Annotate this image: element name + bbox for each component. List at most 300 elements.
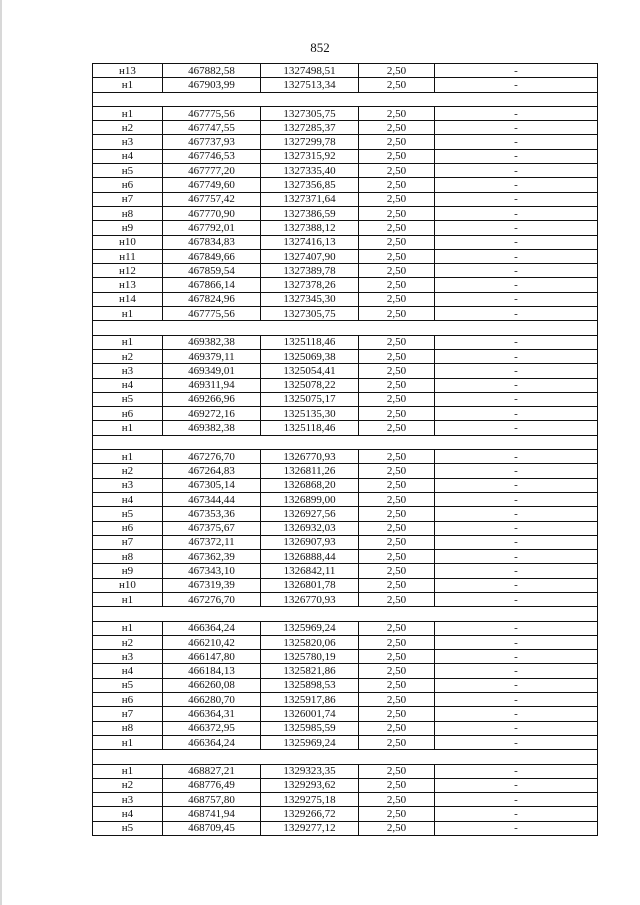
x-coordinate-cell: 467319,39: [163, 578, 261, 592]
accuracy-cell: 2,50: [359, 178, 435, 192]
point-name-cell: н3: [93, 650, 163, 664]
description-cell: -: [435, 135, 598, 149]
group-separator-row: [93, 750, 598, 764]
y-coordinate-cell: 1325078,22: [261, 378, 359, 392]
x-coordinate-cell: 466147,80: [163, 650, 261, 664]
table-row: [93, 635, 598, 649]
y-coordinate-cell: 1325820,06: [261, 635, 359, 649]
group-separator-cell: [93, 321, 598, 335]
y-coordinate-cell: 1325054,41: [261, 364, 359, 378]
x-coordinate-cell: 467903,99: [163, 78, 261, 92]
table-row: [93, 364, 598, 378]
table-row: [93, 664, 598, 678]
y-coordinate-cell: 1326811,26: [261, 464, 359, 478]
table-row: [93, 235, 598, 249]
table-row: [93, 135, 598, 149]
table-row: [93, 807, 598, 821]
description-cell: -: [435, 821, 598, 835]
x-coordinate-cell: 467375,67: [163, 521, 261, 535]
table-row: [93, 778, 598, 792]
accuracy-cell: 2,50: [359, 578, 435, 592]
group-separator-row: [93, 321, 598, 335]
accuracy-cell: 2,50: [359, 664, 435, 678]
point-name-cell: н4: [93, 149, 163, 163]
point-name-cell: н4: [93, 807, 163, 821]
y-coordinate-cell: 1327389,78: [261, 264, 359, 278]
x-coordinate-cell: 469379,11: [163, 349, 261, 363]
y-coordinate-cell: 1325075,17: [261, 392, 359, 406]
table-row: [93, 421, 598, 435]
y-coordinate-cell: 1325985,59: [261, 721, 359, 735]
table-row: [93, 206, 598, 220]
point-name-cell: н13: [93, 64, 163, 78]
point-name-cell: н1: [93, 621, 163, 635]
accuracy-cell: 2,50: [359, 349, 435, 363]
point-name-cell: н3: [93, 364, 163, 378]
point-name-cell: н8: [93, 721, 163, 735]
point-name-cell: н14: [93, 292, 163, 306]
x-coordinate-cell: 467343,10: [163, 564, 261, 578]
y-coordinate-cell: 1325069,38: [261, 349, 359, 363]
y-coordinate-cell: 1329275,18: [261, 793, 359, 807]
point-name-cell: н7: [93, 192, 163, 206]
table-row: [93, 707, 598, 721]
table-row: [93, 492, 598, 506]
point-name-cell: н2: [93, 349, 163, 363]
point-name-cell: н3: [93, 478, 163, 492]
x-coordinate-cell: 467859,54: [163, 264, 261, 278]
point-name-cell: н1: [93, 106, 163, 120]
point-name-cell: н10: [93, 235, 163, 249]
table-row: [93, 678, 598, 692]
accuracy-cell: 2,50: [359, 364, 435, 378]
x-coordinate-cell: 467757,42: [163, 192, 261, 206]
accuracy-cell: 2,50: [359, 535, 435, 549]
description-cell: -: [435, 735, 598, 749]
description-cell: -: [435, 349, 598, 363]
description-cell: -: [435, 564, 598, 578]
description-cell: -: [435, 106, 598, 120]
table-row: [93, 450, 598, 464]
x-coordinate-cell: 467749,60: [163, 178, 261, 192]
table-row: [93, 335, 598, 349]
y-coordinate-cell: 1327305,75: [261, 307, 359, 321]
y-coordinate-cell: 1327305,75: [261, 106, 359, 120]
x-coordinate-cell: 467777,20: [163, 164, 261, 178]
description-cell: -: [435, 664, 598, 678]
accuracy-cell: 2,50: [359, 492, 435, 506]
description-cell: -: [435, 78, 598, 92]
table-row: [93, 464, 598, 478]
coordinates-table-body: [93, 64, 598, 836]
table-row: [93, 378, 598, 392]
point-name-cell: н5: [93, 821, 163, 835]
point-name-cell: н7: [93, 535, 163, 549]
table-row: [93, 221, 598, 235]
description-cell: -: [435, 721, 598, 735]
accuracy-cell: 2,50: [359, 335, 435, 349]
accuracy-cell: 2,50: [359, 378, 435, 392]
point-name-cell: н1: [93, 450, 163, 464]
description-cell: -: [435, 378, 598, 392]
table-row: [93, 292, 598, 306]
y-coordinate-cell: 1325969,24: [261, 621, 359, 635]
accuracy-cell: 2,50: [359, 678, 435, 692]
table-row: [93, 535, 598, 549]
table-row: [93, 407, 598, 421]
y-coordinate-cell: 1325969,24: [261, 735, 359, 749]
point-name-cell: н6: [93, 693, 163, 707]
point-name-cell: н12: [93, 264, 163, 278]
point-name-cell: н5: [93, 164, 163, 178]
description-cell: -: [435, 707, 598, 721]
description-cell: -: [435, 392, 598, 406]
point-name-cell: н13: [93, 278, 163, 292]
accuracy-cell: 2,50: [359, 778, 435, 792]
y-coordinate-cell: 1326888,44: [261, 550, 359, 564]
y-coordinate-cell: 1327345,30: [261, 292, 359, 306]
description-cell: -: [435, 121, 598, 135]
description-cell: -: [435, 678, 598, 692]
table-row: [93, 264, 598, 278]
description-cell: -: [435, 249, 598, 263]
accuracy-cell: 2,50: [359, 721, 435, 735]
description-cell: -: [435, 650, 598, 664]
x-coordinate-cell: 467276,70: [163, 592, 261, 606]
accuracy-cell: 2,50: [359, 650, 435, 664]
point-name-cell: н4: [93, 664, 163, 678]
y-coordinate-cell: 1325780,19: [261, 650, 359, 664]
y-coordinate-cell: 1329277,12: [261, 821, 359, 835]
x-coordinate-cell: 467834,83: [163, 235, 261, 249]
accuracy-cell: 2,50: [359, 278, 435, 292]
x-coordinate-cell: 467362,39: [163, 550, 261, 564]
accuracy-cell: 2,50: [359, 78, 435, 92]
table-row: [93, 121, 598, 135]
description-cell: -: [435, 264, 598, 278]
group-separator-row: [93, 92, 598, 106]
group-separator-cell: [93, 607, 598, 621]
x-coordinate-cell: 469272,16: [163, 407, 261, 421]
accuracy-cell: 2,50: [359, 764, 435, 778]
x-coordinate-cell: 468757,80: [163, 793, 261, 807]
table-row: [93, 693, 598, 707]
y-coordinate-cell: 1326927,56: [261, 507, 359, 521]
table-row: [93, 307, 598, 321]
description-cell: -: [435, 693, 598, 707]
point-name-cell: н4: [93, 378, 163, 392]
point-name-cell: н1: [93, 764, 163, 778]
x-coordinate-cell: 467746,53: [163, 149, 261, 163]
y-coordinate-cell: 1327416,13: [261, 235, 359, 249]
accuracy-cell: 2,50: [359, 307, 435, 321]
accuracy-cell: 2,50: [359, 192, 435, 206]
accuracy-cell: 2,50: [359, 592, 435, 606]
group-separator-cell: [93, 92, 598, 106]
y-coordinate-cell: 1327407,90: [261, 249, 359, 263]
point-name-cell: н8: [93, 550, 163, 564]
point-name-cell: н5: [93, 392, 163, 406]
point-name-cell: н8: [93, 206, 163, 220]
x-coordinate-cell: 467775,56: [163, 106, 261, 120]
y-coordinate-cell: 1327386,59: [261, 206, 359, 220]
y-coordinate-cell: 1327388,12: [261, 221, 359, 235]
table-row: [93, 78, 598, 92]
point-name-cell: н6: [93, 178, 163, 192]
table-row: [93, 793, 598, 807]
x-coordinate-cell: 468776,49: [163, 778, 261, 792]
table-row: [93, 578, 598, 592]
x-coordinate-cell: 467849,66: [163, 249, 261, 263]
x-coordinate-cell: 467305,14: [163, 478, 261, 492]
y-coordinate-cell: 1327315,92: [261, 149, 359, 163]
point-name-cell: н1: [93, 78, 163, 92]
table-row: [93, 521, 598, 535]
description-cell: -: [435, 778, 598, 792]
accuracy-cell: 2,50: [359, 693, 435, 707]
accuracy-cell: 2,50: [359, 450, 435, 464]
accuracy-cell: 2,50: [359, 164, 435, 178]
table-row: [93, 735, 598, 749]
x-coordinate-cell: 467882,58: [163, 64, 261, 78]
accuracy-cell: 2,50: [359, 635, 435, 649]
y-coordinate-cell: 1329266,72: [261, 807, 359, 821]
point-name-cell: н6: [93, 521, 163, 535]
description-cell: -: [435, 149, 598, 163]
table-row: [93, 106, 598, 120]
table-row: [93, 278, 598, 292]
x-coordinate-cell: 467824,96: [163, 292, 261, 306]
description-cell: -: [435, 206, 598, 220]
description-cell: -: [435, 621, 598, 635]
table-row: [93, 249, 598, 263]
point-name-cell: н7: [93, 707, 163, 721]
y-coordinate-cell: 1325917,86: [261, 693, 359, 707]
group-separator-cell: [93, 750, 598, 764]
description-cell: -: [435, 578, 598, 592]
x-coordinate-cell: 466260,08: [163, 678, 261, 692]
y-coordinate-cell: 1326842,11: [261, 564, 359, 578]
accuracy-cell: 2,50: [359, 106, 435, 120]
x-coordinate-cell: 467353,36: [163, 507, 261, 521]
x-coordinate-cell: 467276,70: [163, 450, 261, 464]
description-cell: -: [435, 307, 598, 321]
description-cell: -: [435, 635, 598, 649]
group-separator-row: [93, 435, 598, 449]
accuracy-cell: 2,50: [359, 821, 435, 835]
accuracy-cell: 2,50: [359, 235, 435, 249]
accuracy-cell: 2,50: [359, 121, 435, 135]
description-cell: -: [435, 807, 598, 821]
description-cell: -: [435, 278, 598, 292]
y-coordinate-cell: 1327498,51: [261, 64, 359, 78]
y-coordinate-cell: 1329323,35: [261, 764, 359, 778]
point-name-cell: н1: [93, 421, 163, 435]
x-coordinate-cell: 467264,83: [163, 464, 261, 478]
y-coordinate-cell: 1327299,78: [261, 135, 359, 149]
accuracy-cell: 2,50: [359, 249, 435, 263]
description-cell: -: [435, 164, 598, 178]
y-coordinate-cell: 1325118,46: [261, 421, 359, 435]
x-coordinate-cell: 469311,94: [163, 378, 261, 392]
x-coordinate-cell: 469382,38: [163, 421, 261, 435]
y-coordinate-cell: 1325898,53: [261, 678, 359, 692]
description-cell: -: [435, 407, 598, 421]
point-name-cell: н1: [93, 335, 163, 349]
description-cell: -: [435, 178, 598, 192]
page-number: 852: [310, 40, 330, 55]
point-name-cell: н2: [93, 635, 163, 649]
x-coordinate-cell: 468827,21: [163, 764, 261, 778]
table-row: [93, 349, 598, 363]
table-row: [93, 507, 598, 521]
table-row: [93, 178, 598, 192]
table-row: [93, 392, 598, 406]
point-name-cell: н5: [93, 507, 163, 521]
accuracy-cell: 2,50: [359, 135, 435, 149]
y-coordinate-cell: 1327285,37: [261, 121, 359, 135]
x-coordinate-cell: 467770,90: [163, 206, 261, 220]
y-coordinate-cell: 1325135,30: [261, 407, 359, 421]
group-separator-cell: [93, 435, 598, 449]
accuracy-cell: 2,50: [359, 206, 435, 220]
description-cell: -: [435, 492, 598, 506]
accuracy-cell: 2,50: [359, 735, 435, 749]
description-cell: -: [435, 335, 598, 349]
y-coordinate-cell: 1325118,46: [261, 335, 359, 349]
point-name-cell: н1: [93, 307, 163, 321]
table-row: [93, 192, 598, 206]
y-coordinate-cell: 1326932,03: [261, 521, 359, 535]
y-coordinate-cell: 1326770,93: [261, 450, 359, 464]
accuracy-cell: 2,50: [359, 793, 435, 807]
table-row: [93, 550, 598, 564]
point-name-cell: н2: [93, 121, 163, 135]
accuracy-cell: 2,50: [359, 478, 435, 492]
accuracy-cell: 2,50: [359, 292, 435, 306]
group-separator-row: [93, 607, 598, 621]
point-name-cell: н9: [93, 221, 163, 235]
point-name-cell: н1: [93, 592, 163, 606]
x-coordinate-cell: 467737,93: [163, 135, 261, 149]
y-coordinate-cell: 1326868,20: [261, 478, 359, 492]
point-name-cell: н6: [93, 407, 163, 421]
description-cell: -: [435, 64, 598, 78]
table-row: [93, 149, 598, 163]
accuracy-cell: 2,50: [359, 149, 435, 163]
point-name-cell: н4: [93, 492, 163, 506]
accuracy-cell: 2,50: [359, 507, 435, 521]
accuracy-cell: 2,50: [359, 464, 435, 478]
description-cell: -: [435, 235, 598, 249]
table-row: [93, 164, 598, 178]
x-coordinate-cell: 469266,96: [163, 392, 261, 406]
table-row: [93, 621, 598, 635]
x-coordinate-cell: 468741,94: [163, 807, 261, 821]
y-coordinate-cell: 1326899,00: [261, 492, 359, 506]
scan-edge: [0, 0, 2, 905]
description-cell: -: [435, 507, 598, 521]
y-coordinate-cell: 1327356,85: [261, 178, 359, 192]
x-coordinate-cell: 467792,01: [163, 221, 261, 235]
point-name-cell: н5: [93, 678, 163, 692]
y-coordinate-cell: 1327335,40: [261, 164, 359, 178]
description-cell: -: [435, 793, 598, 807]
x-coordinate-cell: 466210,42: [163, 635, 261, 649]
accuracy-cell: 2,50: [359, 550, 435, 564]
description-cell: -: [435, 450, 598, 464]
table-row: [93, 592, 598, 606]
y-coordinate-cell: 1327378,26: [261, 278, 359, 292]
description-cell: -: [435, 592, 598, 606]
accuracy-cell: 2,50: [359, 707, 435, 721]
y-coordinate-cell: 1329293,62: [261, 778, 359, 792]
point-name-cell: н11: [93, 249, 163, 263]
table-row: [93, 821, 598, 835]
description-cell: -: [435, 521, 598, 535]
x-coordinate-cell: 466280,70: [163, 693, 261, 707]
description-cell: -: [435, 292, 598, 306]
accuracy-cell: 2,50: [359, 421, 435, 435]
x-coordinate-cell: 469382,38: [163, 335, 261, 349]
description-cell: -: [435, 464, 598, 478]
table-row: [93, 478, 598, 492]
y-coordinate-cell: 1325821,86: [261, 664, 359, 678]
accuracy-cell: 2,50: [359, 621, 435, 635]
accuracy-cell: 2,50: [359, 521, 435, 535]
table-row: [93, 64, 598, 78]
description-cell: -: [435, 550, 598, 564]
accuracy-cell: 2,50: [359, 392, 435, 406]
x-coordinate-cell: 467866,14: [163, 278, 261, 292]
x-coordinate-cell: 467344,44: [163, 492, 261, 506]
y-coordinate-cell: 1326801,78: [261, 578, 359, 592]
x-coordinate-cell: 469349,01: [163, 364, 261, 378]
accuracy-cell: 2,50: [359, 264, 435, 278]
description-cell: -: [435, 421, 598, 435]
x-coordinate-cell: 468709,45: [163, 821, 261, 835]
point-name-cell: н3: [93, 135, 163, 149]
x-coordinate-cell: 466364,24: [163, 621, 261, 635]
point-name-cell: н1: [93, 735, 163, 749]
coordinates-table: [92, 63, 598, 836]
description-cell: -: [435, 192, 598, 206]
y-coordinate-cell: 1326001,74: [261, 707, 359, 721]
y-coordinate-cell: 1327371,64: [261, 192, 359, 206]
x-coordinate-cell: 467775,56: [163, 307, 261, 321]
point-name-cell: н9: [93, 564, 163, 578]
x-coordinate-cell: 466364,31: [163, 707, 261, 721]
table-row: [93, 650, 598, 664]
point-name-cell: н2: [93, 464, 163, 478]
x-coordinate-cell: 467372,11: [163, 535, 261, 549]
table-row: [93, 764, 598, 778]
description-cell: -: [435, 764, 598, 778]
y-coordinate-cell: 1326907,93: [261, 535, 359, 549]
point-name-cell: н10: [93, 578, 163, 592]
y-coordinate-cell: 1326770,93: [261, 592, 359, 606]
x-coordinate-cell: 466184,13: [163, 664, 261, 678]
description-cell: -: [435, 364, 598, 378]
x-coordinate-cell: 466372,95: [163, 721, 261, 735]
point-name-cell: н3: [93, 793, 163, 807]
table-row: [93, 721, 598, 735]
point-name-cell: н2: [93, 778, 163, 792]
x-coordinate-cell: 467747,55: [163, 121, 261, 135]
description-cell: -: [435, 535, 598, 549]
y-coordinate-cell: 1327513,34: [261, 78, 359, 92]
accuracy-cell: 2,50: [359, 64, 435, 78]
